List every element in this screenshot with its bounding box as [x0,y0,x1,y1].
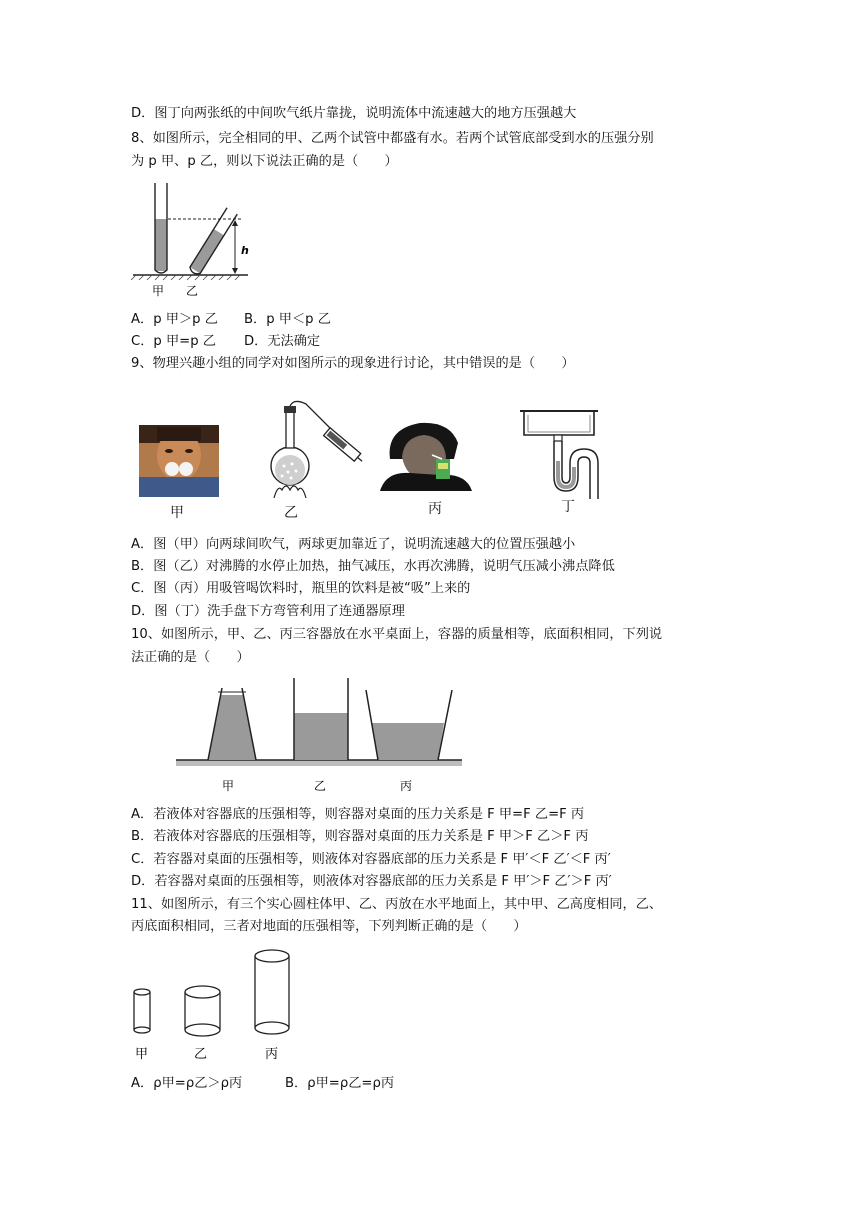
q10-option-a: A．若液体对容器底的压强相等，则容器对桌面的压力关系是 F 甲=F 乙=F 丙 [131,807,585,822]
q9-option-b: B．图（乙）对沸腾的水停止加热，抽气减压，水再次沸腾，说明气压减小沸点降低 [131,559,615,574]
height-label: h [241,244,249,257]
q10-option-b: B．若液体对容器底的压强相等，则容器对桌面的压力关系是 F 甲＞F 乙＞F 丙 [131,829,589,844]
sink-trap-figure [514,405,604,501]
q9-option-d: D．图（丁）洗手盘下方弯管利用了连通器原理 [131,604,405,619]
q8-option-c: C．p 甲=p 乙 [131,334,216,349]
test-tubes-figure [128,180,258,302]
tube-label-jia: 甲 [152,284,165,298]
three-containers-figure [172,674,464,798]
fig9-label-ding: 丁 [561,499,575,515]
photo-boy-blowing-balls [139,425,219,497]
q10-option-d: D．若容器对桌面的压强相等，则液体对容器底部的压力关系是 F 甲′＞F 乙′＞F 丙′ [131,874,612,889]
container-label-bing: 丙 [400,779,413,793]
q10-stem-line1: 10、如图所示，甲、乙、丙三容器放在水平桌面上，容器的质量相等，底面积相同，下列说 [131,627,663,642]
q11-option-a: A．ρ甲=ρ乙＞ρ丙 [131,1076,243,1091]
q8-option-b: B．p 甲＜p 乙 [244,312,331,327]
fig9-label-yi: 乙 [284,505,298,521]
container-label-jia: 甲 [222,779,235,793]
q9-option-c: C．图（丙）用吸管喝饮料时，瓶里的饮料是被“吸”上来的 [131,581,471,596]
q11-option-b: B．ρ甲=ρ乙=ρ丙 [285,1076,395,1091]
q8-stem-line1: 8、如图所示，完全相同的甲、乙两个试管中都盛有水。若两个试管底部受到水的压强分别 [131,131,654,146]
three-cylinders-figure [128,946,298,1066]
fig9-label-jia: 甲 [170,505,184,521]
q10-option-c: C．若容器对桌面的压强相等，则液体对容器底部的压力关系是 F 甲′＜F 乙′＜F 丙′ [131,852,611,867]
cylinder-label-yi: 乙 [194,1047,208,1062]
q9-stem: 9、物理兴趣小组的同学对如图所示的现象进行讨论，其中错误的是（ ） [131,356,575,371]
cylinder-label-jia: 甲 [135,1047,149,1062]
q8-option-a: A．p 甲＞p 乙 [131,312,218,327]
container-label-yi: 乙 [314,779,327,793]
flask-syringe-figure [260,398,368,502]
photo-boy-drinking-straw [380,419,472,491]
fig9-label-bing: 丙 [428,501,442,517]
q8-option-d: D．无法确定 [244,334,321,349]
cylinder-label-bing: 丙 [265,1047,279,1062]
q9-option-a: A．图（甲）向两球间吹气，两球更加靠近了，说明流速越大的位置压强越小 [131,537,576,552]
tube-label-yi: 乙 [186,284,199,298]
q7-option-d: D．图丁向两张纸的中间吹气纸片靠拢，说明流体中流速越大的地方压强越大 [131,106,577,121]
q8-stem-line2: 为 p 甲、p 乙，则以下说法正确的是（ ） [131,154,398,169]
q10-stem-line2: 法正确的是（ ） [131,650,250,665]
q11-stem-line2: 丙底面积相同，三者对地面的压强相等，下列判断正确的是（ ） [131,919,527,934]
q11-stem-line1: 11、如图所示，有三个实心圆柱体甲、乙、丙放在水平地面上，其中甲、乙高度相同，乙、 [131,897,663,912]
